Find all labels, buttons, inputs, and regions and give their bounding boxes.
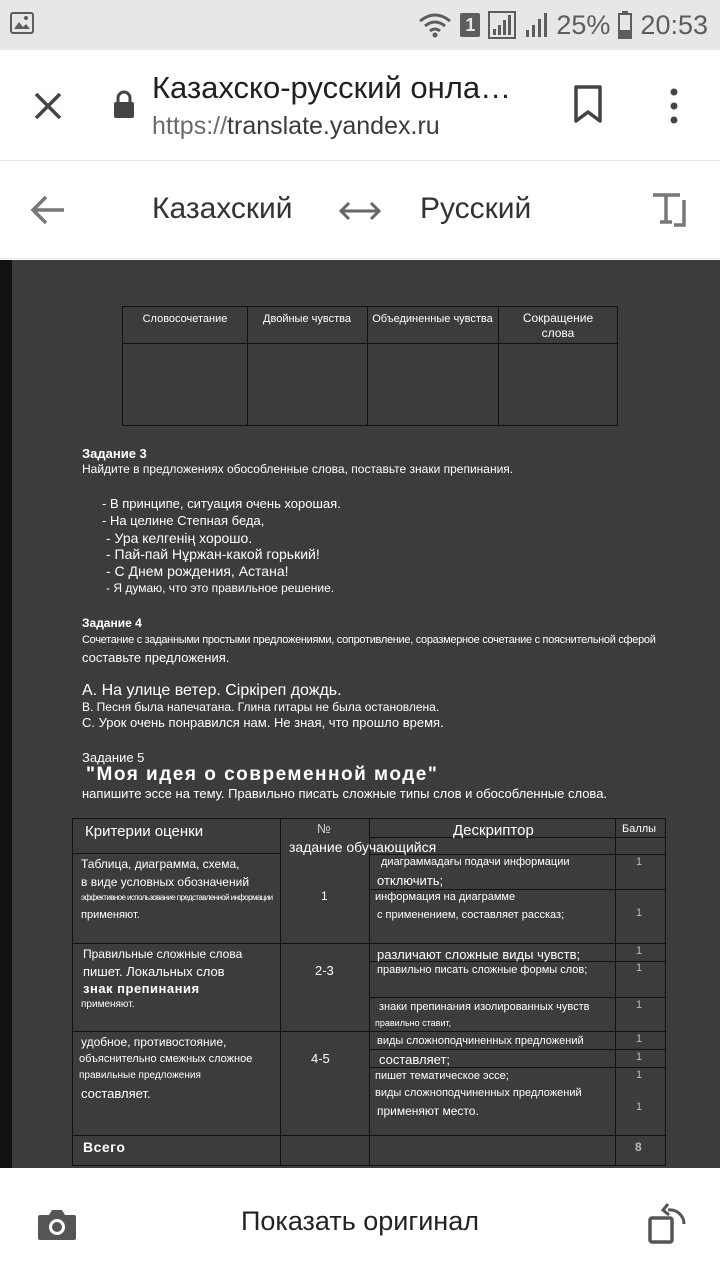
total-label: Всего bbox=[83, 1139, 126, 1155]
points-value: 1 bbox=[636, 1051, 643, 1063]
points-value: 1 bbox=[636, 1069, 643, 1081]
criteria-table bbox=[72, 818, 666, 1166]
task5-heading: "Моя идея о современной моде" bbox=[86, 764, 439, 785]
total-value: 8 bbox=[635, 1140, 642, 1154]
criteria-text: Таблица, диаграмма, схема, bbox=[81, 857, 240, 871]
task4-instruction: Сочетание с заданными простыми предложениями, сопротивление, соразмерное сочетание с пояснительной сферой bbox=[82, 634, 656, 646]
list-item: - Пай-пай Нұржан-какой горький! bbox=[106, 546, 320, 562]
descriptor-text: виды сложноподчиненных предложений bbox=[377, 1035, 584, 1047]
list-item: - С Днем рождения, Астана! bbox=[106, 563, 289, 579]
col-header-task: задание обучающийся bbox=[289, 839, 437, 855]
criteria-text: применяют. bbox=[81, 909, 140, 921]
table-header: Словосочетание bbox=[142, 313, 228, 325]
task-number: 2-3 bbox=[315, 963, 334, 978]
criteria-text: правильные предложения bbox=[79, 1070, 201, 1081]
url-scheme: https:// bbox=[152, 112, 228, 140]
url-host: translate.yandex.ru bbox=[227, 112, 440, 140]
lock-icon bbox=[112, 90, 136, 120]
points-value: 1 bbox=[636, 945, 643, 957]
col-header-number: № bbox=[317, 821, 331, 836]
translated-document-image bbox=[0, 260, 720, 1168]
points-value: 1 bbox=[636, 1033, 643, 1045]
list-item: - В принципе, ситуация очень хорошая. bbox=[102, 496, 341, 511]
show-original-button[interactable]: Показать оригинал bbox=[240, 1206, 479, 1236]
task5-instruction: напишите эссе на тему. Правильно писать сложные типы слов и обособленные слова. bbox=[82, 786, 608, 801]
list-item: А. На улице ветер. Сіркіреп дождь. bbox=[82, 682, 342, 699]
points-value: 1 bbox=[636, 856, 643, 868]
task-number: 4-5 bbox=[311, 1051, 330, 1066]
bookmark-icon[interactable] bbox=[572, 84, 604, 124]
browser-toolbar bbox=[0, 50, 720, 161]
table-header: Объединенные чувства bbox=[372, 313, 493, 325]
words-table bbox=[122, 306, 618, 426]
criteria-text: объяснительно смежных сложное bbox=[79, 1053, 253, 1065]
wifi-icon bbox=[418, 12, 452, 38]
close-icon[interactable] bbox=[30, 88, 66, 124]
list-item: С. Урок очень понравился нам. Не зная, что прошло время. bbox=[82, 715, 444, 730]
text-mode-icon[interactable] bbox=[650, 192, 690, 228]
descriptor-text: знаки препинания изолированных чувств bbox=[379, 1001, 590, 1013]
descriptor-text: диаграммадағы подачи информации bbox=[381, 856, 570, 868]
task-number: 1 bbox=[321, 889, 328, 903]
list-item: - Я думаю, что это правильное решение. bbox=[106, 581, 335, 595]
table-header: Двойные чувства bbox=[263, 313, 351, 325]
col-header-criteria: Критерии оценки bbox=[85, 823, 204, 840]
task4-instruction: составьте предложения. bbox=[82, 650, 230, 665]
clock: 20:53 bbox=[640, 9, 708, 40]
task3-title: Задание 3 bbox=[82, 446, 147, 461]
criteria-text: удобное, противостояние, bbox=[81, 1035, 227, 1049]
table-header: Сокращение слова bbox=[522, 311, 594, 340]
battery-percent: 25% bbox=[556, 9, 611, 40]
descriptor-text: виды сложноподчиненных предложений bbox=[375, 1087, 582, 1099]
descriptor-text: отключить; bbox=[377, 873, 444, 888]
descriptor-text: правильно ставит, bbox=[375, 1018, 452, 1028]
criteria-text: применяют. bbox=[81, 999, 135, 1010]
points-value: 1 bbox=[636, 1101, 643, 1113]
criteria-text: в виде условных обозначений bbox=[81, 875, 250, 889]
points-value: 1 bbox=[636, 962, 643, 974]
swap-languages-icon[interactable] bbox=[338, 198, 382, 224]
signal-icon bbox=[524, 11, 548, 39]
bottom-bar bbox=[0, 1168, 720, 1280]
criteria-text: пишет. Локальных слов bbox=[83, 964, 225, 979]
image-icon bbox=[10, 12, 34, 34]
scan-edge bbox=[0, 260, 12, 1168]
list-item: - На целине Степная беда, bbox=[102, 513, 265, 528]
language-bar bbox=[0, 162, 720, 259]
back-arrow-icon[interactable] bbox=[28, 192, 68, 228]
target-language[interactable]: Русский bbox=[420, 192, 532, 225]
rotate-icon[interactable] bbox=[646, 1202, 690, 1246]
criteria-text: знак препинания bbox=[83, 981, 200, 996]
sim-badge: 1 bbox=[460, 13, 480, 37]
points-value: 1 bbox=[636, 907, 643, 919]
task4-title: Задание 4 bbox=[82, 616, 142, 630]
criteria-text: составляет. bbox=[81, 1086, 151, 1101]
more-vert-icon[interactable] bbox=[664, 86, 684, 126]
col-header-descriptor: Дескриптор bbox=[453, 822, 534, 839]
descriptor-text: применяют место. bbox=[377, 1104, 479, 1118]
descriptor-text: с применением, составляет рассказ; bbox=[377, 909, 565, 921]
descriptor-text: пишет тематическое эссе; bbox=[375, 1070, 509, 1082]
points-value: 1 bbox=[636, 999, 643, 1011]
task3-instruction: Найдите в предложениях обособленные слова, поставьте знаки препинания. bbox=[82, 462, 514, 476]
criteria-text: эффективное использование представленной информации bbox=[81, 893, 273, 902]
criteria-text: Правильные сложные слова bbox=[83, 947, 243, 961]
list-item: - Ура келгенің хорошо. bbox=[106, 530, 253, 546]
task5-title: Задание 5 bbox=[82, 750, 145, 765]
page-title[interactable]: Казахско-русский онла… bbox=[152, 70, 512, 105]
status-bar bbox=[0, 0, 720, 50]
signal-icon bbox=[488, 11, 516, 39]
descriptor-text: составляет; bbox=[379, 1052, 451, 1067]
url-display[interactable] bbox=[152, 112, 440, 141]
col-header-points: Баллы bbox=[622, 823, 657, 835]
source-language[interactable]: Казахский bbox=[152, 192, 293, 225]
battery-icon bbox=[618, 11, 632, 39]
list-item: В. Песня была напечатана. Глина гитары не была остановлена. bbox=[82, 700, 440, 714]
descriptor-text: информация на диаграмме bbox=[375, 891, 516, 903]
descriptor-text: различают сложные виды чувств; bbox=[377, 947, 581, 962]
descriptor-text: правильно писать сложные формы слов; bbox=[377, 964, 588, 976]
